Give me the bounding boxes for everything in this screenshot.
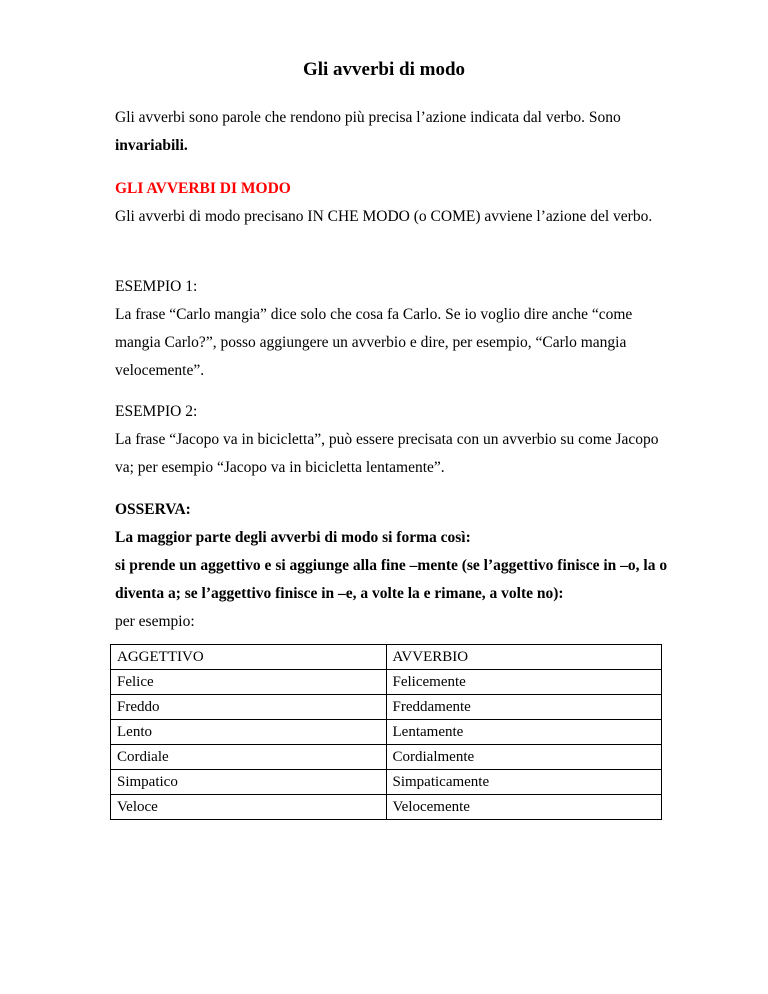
table-cell-adjective: Veloce (111, 795, 387, 820)
table-row (111, 670, 662, 695)
table-row (111, 720, 662, 745)
table-cell-adjective: Freddo (111, 695, 387, 720)
section-heading: GLI AVVERBI DI MODO (115, 180, 291, 197)
example-1 (115, 273, 675, 385)
observe-example-intro: per esempio: (115, 613, 195, 630)
table-cell-adjective: Cordiale (111, 745, 387, 770)
example-2-label: ESEMPIO 2: (115, 403, 198, 420)
section-modo (115, 175, 675, 231)
table-header-cell: AVVERBIO (386, 645, 662, 670)
table-cell-adjective: Felice (111, 670, 387, 695)
table-cell-adverb: Simpaticamente (386, 770, 662, 795)
table-row (111, 795, 662, 820)
table-row (111, 745, 662, 770)
section-text: Gli avverbi di modo precisano IN CHE MODO (o COME) avviene l’azione del verbo. (115, 208, 653, 225)
table-cell-adverb: Lentamente (386, 720, 662, 745)
example-2-text: La frase “Jacopo va in bicicletta”, può essere precisata con un avverbio su come Jacopo va; per esempio “Jacopo va in bicicletta lentamente”. (115, 431, 659, 476)
table-cell-adjective: Lento (111, 720, 387, 745)
observe-rule-intro: La maggior parte degli avverbi di modo si forma così: (115, 529, 471, 546)
table-cell-adverb: Velocemente (386, 795, 662, 820)
table-header-cell: AGGETTIVO (111, 645, 387, 670)
example-1-text: La frase “Carlo mangia” dice solo che cosa fa Carlo. Se io voglio dire anche “come mangia Carlo?”, posso aggiungere un avverbio e dire, per esempio, “Carlo mangia velocemente”. (115, 306, 633, 379)
document-title: Gli avverbi di modo (302, 59, 466, 80)
intro-paragraph (115, 104, 675, 160)
table-cell-adverb: Felicemente (386, 670, 662, 695)
table-row (111, 695, 662, 720)
table-row (111, 770, 662, 795)
observe-section (115, 496, 675, 636)
example-2 (115, 398, 675, 482)
observe-label: OSSERVA: (115, 501, 191, 518)
table-header-row (111, 645, 662, 670)
observe-rule-text: si prende un aggettivo e si aggiunge alla fine –mente (se l’aggettivo finisce in –o, la o diventa a; se l’aggettivo finisce in –e, a volte la e rimane, a volte no): (115, 557, 668, 602)
table-cell-adverb: Freddamente (386, 695, 662, 720)
example-1-label: ESEMPIO 1: (115, 278, 198, 295)
table-cell-adverb: Cordialmente (386, 745, 662, 770)
intro-bold-text: invariabili. (115, 137, 188, 154)
intro-text: Gli avverbi sono parole che rendono più precisa l’azione indicata dal verbo. Sono (115, 109, 621, 126)
adverb-table (110, 644, 662, 820)
table-cell-adjective: Simpatico (111, 770, 387, 795)
